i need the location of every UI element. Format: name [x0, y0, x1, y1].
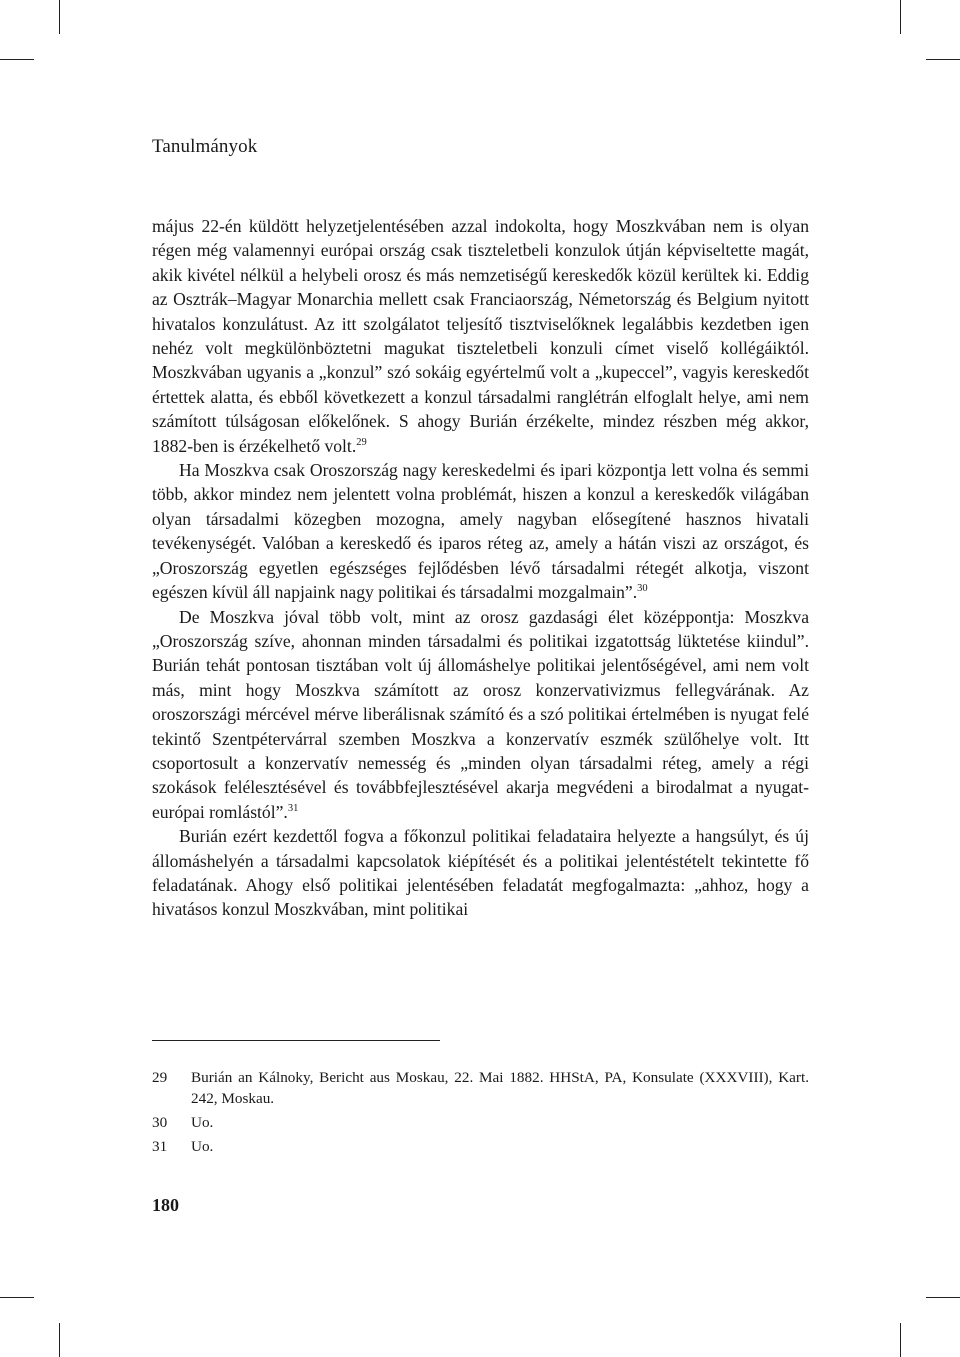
- footnote-reference: 29: [356, 436, 367, 448]
- paragraph-text: Ha Moszkva csak Oroszország nagy kereskedelmi és ipari központja lett volna és semmi több, akkor mindez nem jelentett volna problémát, hiszen a konzul a kereskedők világában olyan társadalmi közegben mozogna, amely nagyban elősegítené hasznos hivatali tevékenységét. Valóban a kereskedő és iparos réteg az, amely a hátán viszi az országot, és „Oroszország egyetlen egészséges fejlődésben lévő társadalmi rétegét alkotja, viszont egészen kívül áll napjaink nagy politikai és társadalmi mozgalmain”.: [152, 460, 809, 603]
- page-number: 180: [152, 1195, 179, 1215]
- paragraph: [152, 458, 809, 604]
- paragraph: [152, 605, 809, 825]
- footnote: [152, 1136, 809, 1157]
- footnote-number: 30: [152, 1114, 168, 1131]
- paragraph-text: De Moszkva jóval több volt, mint az orosz gazdasági élet középpontja: Moszkva „Oroszország szíve, ahonnan minden társadalmi és politikai izgatottság lüktetése kiindul”. Burián tehát pontosan tisztában volt új állomáshelye politikai jelentőségével, ami nem volt más, mint hogy Moszkva számított az orosz konzervativizmus fellegvárának. Az oroszországi mércével mérve liberálisnak számító és a szó politikai értelmében is nyugat felé tekintő Szentpétervárral szemben Moszkva a konzervatív eszmék szülőhelye volt. Itt csoportosult a konzervatív nemesség és „minden olyan társadalmi réteg, amely a régi szokások felélesztésével és továbbfejlesztésével akarja megvédeni a birodalmat a nyugat-európai romlástól”.: [152, 606, 809, 822]
- crop-mark: [926, 1297, 960, 1298]
- footnote-number: 29: [152, 1069, 168, 1086]
- footnote: [152, 1067, 809, 1109]
- paragraph-text: Burián ezért kezdettől fogva a főkonzul politikai feladataira helyezte a hangsúlyt, és új állomáshelyén a társadalmi kapcsolatok kiépítését és a politikai jelentéstételt tekintette fő feladatának. Ahogy első politikai jelentésében feladatát megfogalmazta: „ahhoz, hogy a hivatásos konzul Moszkvában, mint politikai: [152, 826, 809, 920]
- running-header: Tanulmányok: [152, 136, 258, 157]
- footnote: [152, 1112, 809, 1133]
- crop-mark: [59, 0, 60, 34]
- footnote-number: 31: [152, 1138, 168, 1155]
- crop-mark: [900, 0, 901, 34]
- paragraph: [152, 214, 809, 458]
- crop-mark: [900, 1323, 901, 1357]
- footnote-reference: 30: [637, 583, 648, 595]
- footnote-text: Uo.: [191, 1114, 214, 1131]
- footnote-rule: [152, 1040, 440, 1041]
- footnote-text: Uo.: [191, 1138, 214, 1155]
- crop-mark: [0, 1297, 34, 1298]
- paragraph-text: május 22-én küldött helyzetjelentésében azzal indokolta, hogy Moszkvában nem is olyan régen még valamennyi európai ország csak tiszteletbeli konzulok útján képviseltette magát, akik kivétel nélkül a helybeli orosz és más nemzetiségű kereskedők közül kerültek ki. Eddig az Osztrák–Magyar Monarchia mellett csak Franciaország, Németország és Belgium nyitott hivatalos konzulátust. Az itt szolgálatot teljesítő tisztviselőknek legalábbis kezdetben igen nehéz volt megkülönböztetni magukat tiszteletbeli konzuli címet viselő kollégáiktól. Moszkvában ugyanis a „konzul” szó sokáig egyértelmű volt a „kupeccel”, vagyis kereskedőt értettek alatta, és ebből következett a konzul társadalmi ranglétrán elfoglalt helye, ami nem számított túlságosan előkelőnek. S ahogy Burián érzékelte, mindez részben még akkor, 1882-ben is érzékelhető volt.: [152, 216, 809, 456]
- footnote-reference: 31: [287, 802, 299, 814]
- crop-mark: [59, 1323, 60, 1357]
- footnotes: [152, 1067, 809, 1160]
- footnote-text: Burián an Kálnoky, Bericht aus Moskau, 22. Mai 1882. HHStA, PA, Konsulate (XXXVIII), Kart. 242, Moskau.: [191, 1069, 809, 1107]
- crop-mark: [926, 59, 960, 60]
- crop-mark: [0, 59, 34, 60]
- body-text: [152, 214, 809, 922]
- paragraph: [152, 824, 809, 922]
